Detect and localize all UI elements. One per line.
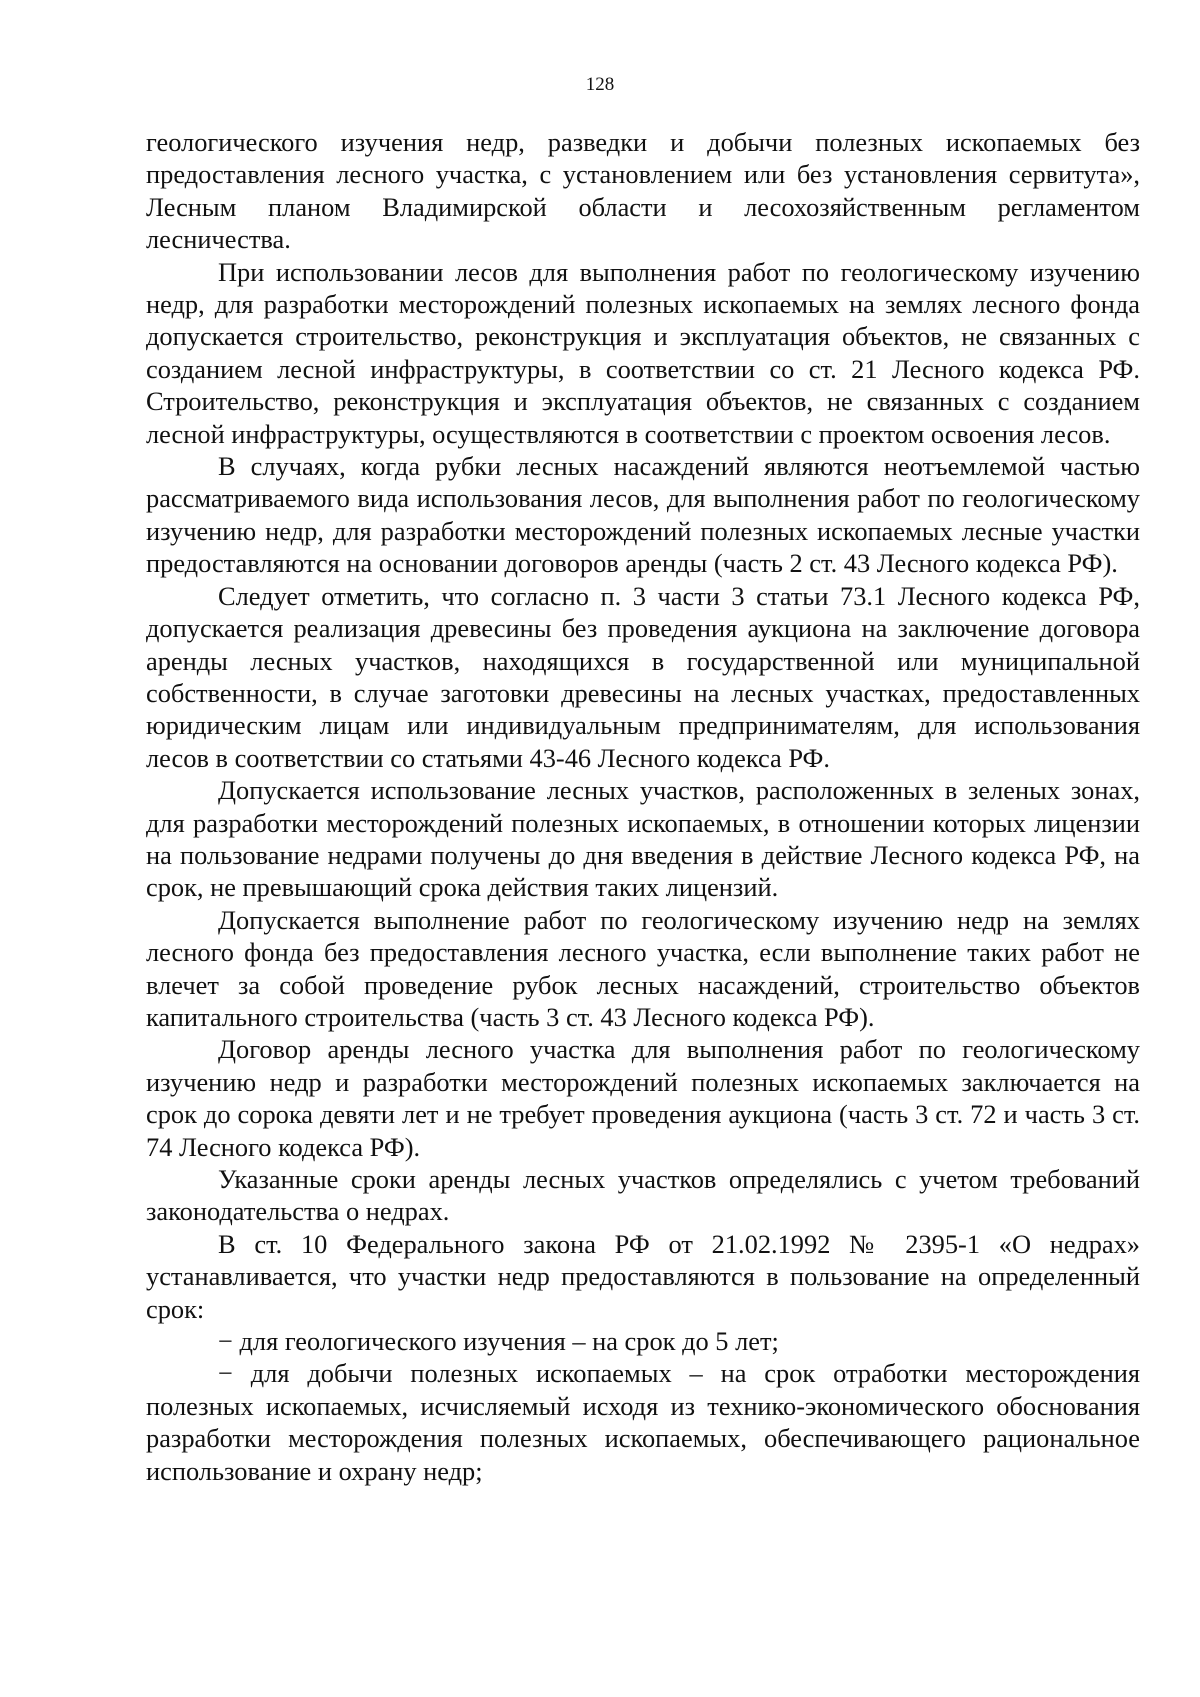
- list-item-mineral-extraction: − для добычи полезных ископаемых – на срок отработки месторождения полезных ископаемых, исчисляемый исходя из технико-экономического обоснования разработки месторождения полезных ископаемых, обеспечивающего рациональное использование и охрану недр;: [146, 1358, 1140, 1486]
- paragraph-continuation: геологического изучения недр, разведки и добычи полезных ископаемых без предоставления лесного участка, с установлением или без установления сервитута», Лесным планом Владимирской области и лесохозяйственным регламентом лесничества.: [146, 127, 1140, 255]
- paragraph-lease-terms-basis: Указанные сроки аренды лесных участков определялись с учетом требований законодательства о недрах.: [146, 1164, 1140, 1227]
- paragraph-timber-sale: Следует отметить, что согласно п. 3 части 3 статьи 73.1 Лесного кодекса РФ, допускается реализация древесины без проведения аукциона на заключение договора аренды лесных участков, находящихся в государственной или муниципальной собственности, в случае заготовки древесины на лесных участках, предоставленных юридическим лицам или индивидуальным предпринимателям, для использования лесов в соответствии со статьями 43-46 Лесного кодекса РФ.: [146, 580, 1140, 773]
- paragraph-construction: При использовании лесов для выполнения работ по геологическому изучению недр, для разработки месторождений полезных ископаемых на землях лесного фонда допускается строительство, реконструкция и эксплуатация объектов, не связанных с созданием лесной инфраструктуры, в соответствии со ст. 21 Лесного кодекса РФ. Строительство, реконструкция и эксплуатация объектов, не связанных с созданием лесной инфраструктуры, осуществляются в соответствии с проектом освоения лесов.: [146, 256, 1140, 449]
- paragraph-green-zones: Допускается использование лесных участков, расположенных в зеленых зонах, для разработки месторождений полезных ископаемых, в отношении которых лицензии на пользование недрами получены до дня введения в действие Лесного кодекса РФ, на срок, не превышающий срока действия таких лицензий.: [146, 775, 1140, 903]
- paragraph-felling-lease: В случаях, когда рубки лесных насаждений являются неотъемлемой частью рассматриваемого вида использования лесов, для выполнения работ по геологическому изучению недр, для разработки месторождений полезных ископаемых лесные участки предоставляются на основании договоров аренды (часть 2 ст. 43 Лесного кодекса РФ).: [146, 451, 1140, 579]
- page-number: 128: [585, 74, 615, 95]
- paragraph-lease-term: Договор аренды лесного участка для выполнения работ по геологическому изучению недр и разработки месторождений полезных ископаемых заключается на срок до сорока девяти лет и не требует проведения аукциона (часть 3 ст. 72 и часть 3 ст. 74 Лесного кодекса РФ).: [146, 1034, 1140, 1162]
- paragraph-geological-study: Допускается выполнение работ по геологическому изучению недр на землях лесного фонда без предоставления лесного участка, если выполнение таких работ не влечет за собой проведение рубок лесных насаждений, строительство объектов капитального строительства (часть 3 ст. 43 Лесного кодекса РФ).: [146, 904, 1140, 1032]
- document-body: [146, 126, 1140, 1487]
- paragraph-subsoil-law: В ст. 10 Федерального закона РФ от 21.02.1992 № 2395-1 «О недрах» устанавливается, что участки недр предоставляются в пользование на определенный срок:: [146, 1228, 1140, 1324]
- list-item-geological-study: − для геологического изучения – на срок до 5 лет;: [218, 1326, 779, 1357]
